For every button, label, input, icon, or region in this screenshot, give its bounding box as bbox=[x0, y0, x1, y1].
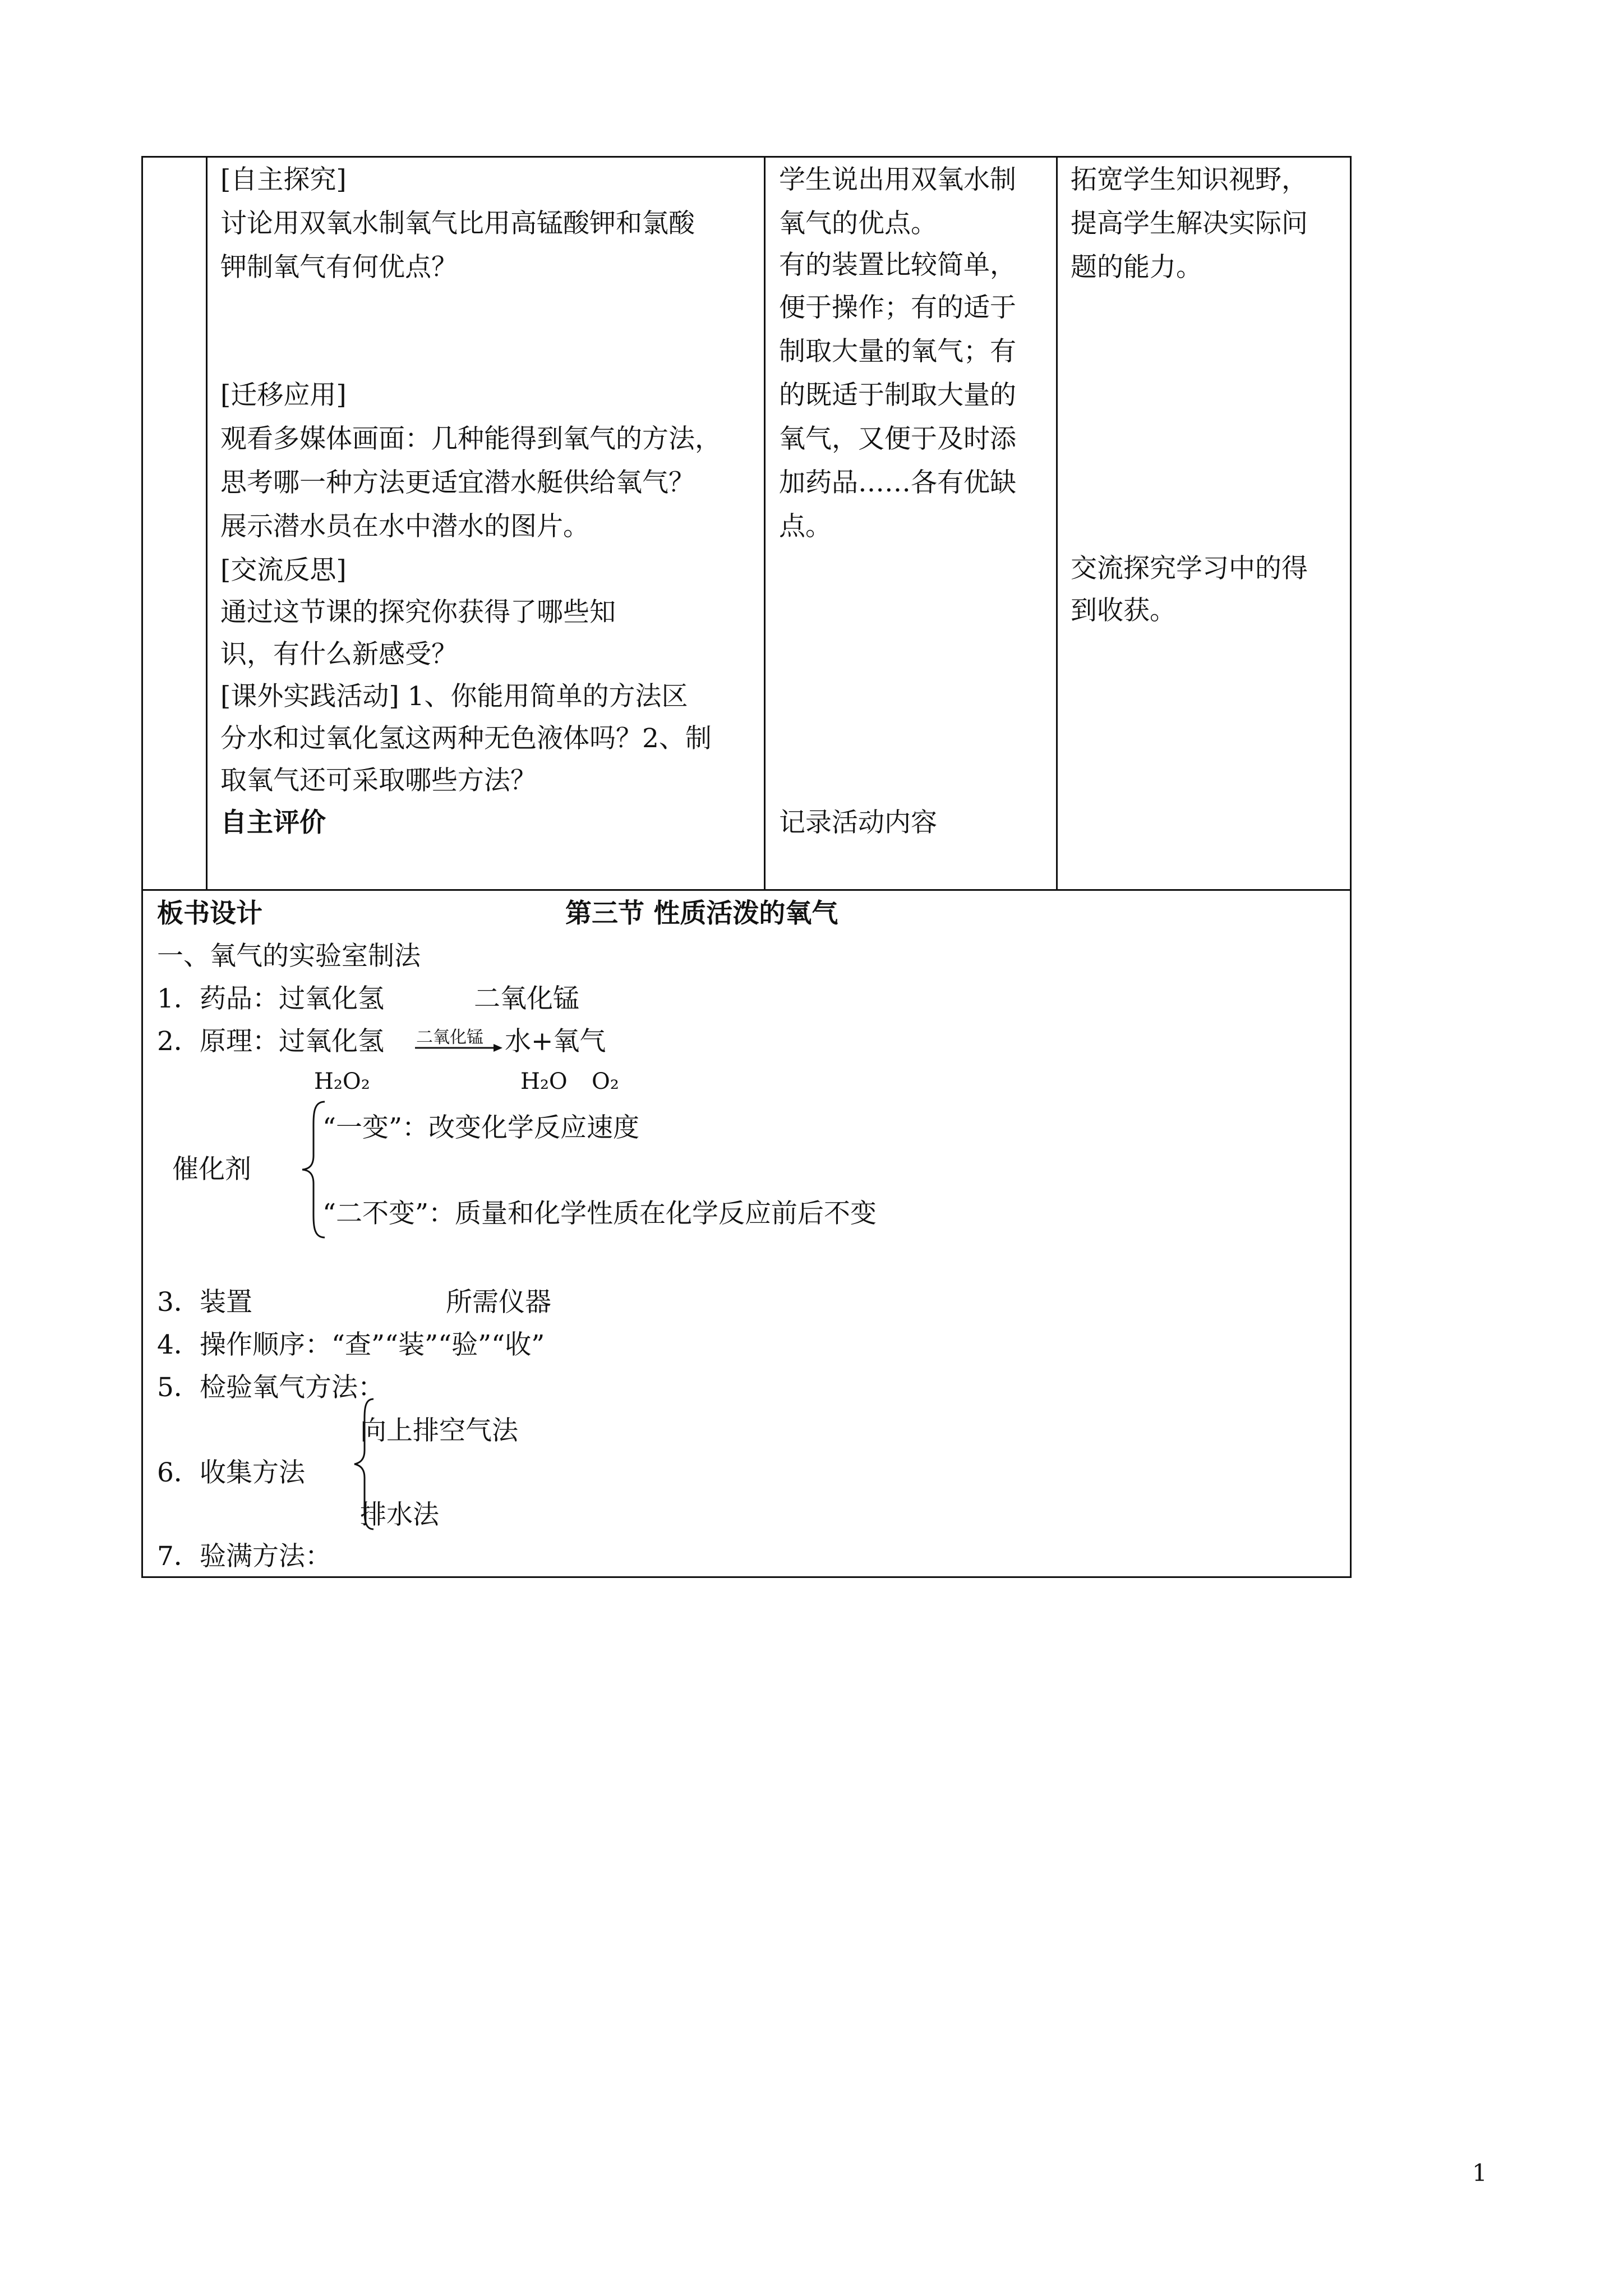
col4-line: 拓宽学生知识视野， bbox=[1071, 164, 1308, 195]
board-title: 第三节 性质活泼的氧气 bbox=[565, 898, 838, 929]
table-divider-col2 bbox=[764, 156, 766, 890]
col2-line: 通过这节课的探究你获得了哪些知 bbox=[220, 597, 616, 628]
item-number: 2． bbox=[157, 1026, 200, 1057]
col2-line: 思考哪一种方法更适宜潜水艇供给氧气？ bbox=[220, 467, 695, 498]
reaction-arrow-icon bbox=[414, 1041, 504, 1055]
item2-principle: 原理：过氧化氢 bbox=[200, 1026, 384, 1057]
col2-line: [自主探究] bbox=[220, 164, 347, 195]
col3-line: 学生说出用双氧水制 bbox=[779, 164, 1016, 195]
col3-line: 点。 bbox=[779, 511, 832, 542]
table-border-right bbox=[1350, 156, 1352, 1578]
table-border-left bbox=[141, 156, 143, 1578]
col3-line: 有的装置比较简单， bbox=[779, 250, 1016, 280]
item1-reagent: 药品：过氧化氢 bbox=[200, 983, 384, 1014]
col2-line: [课外实践活动] 1、你能用简单的方法区 bbox=[220, 681, 688, 712]
col2-line: 观看多媒体画面：几种能得到氧气的方法， bbox=[220, 424, 721, 454]
reaction-condition-label: 二氧化锰 bbox=[416, 1028, 483, 1047]
col2-line: 识，有什么新感受？ bbox=[220, 639, 458, 670]
col3-line: 制取大量的氧气；有 bbox=[779, 336, 1016, 367]
item4-procedure: 操作顺序：“查”“装”“验”“收” bbox=[200, 1329, 545, 1360]
col2-self-evaluation: 自主评价 bbox=[220, 807, 326, 838]
page-number: 1 bbox=[1472, 2159, 1487, 2187]
catalyst-two-unchanged: “二不变”：质量和化学性质在化学反应前后不变 bbox=[322, 1198, 877, 1229]
formula-h2o2: H₂O₂ bbox=[314, 1069, 370, 1094]
col3-record-activity: 记录活动内容 bbox=[779, 807, 937, 838]
board-heading: 一、氧气的实验室制法 bbox=[157, 941, 421, 972]
col2-line: [迁移应用] bbox=[220, 380, 347, 411]
catalyst-one-change: “一变”：改变化学反应速度 bbox=[322, 1112, 640, 1143]
table-border-top bbox=[141, 156, 1352, 158]
item-number: 4． bbox=[157, 1329, 200, 1360]
col2-line: [交流反思] bbox=[220, 555, 347, 586]
col2-line: 展示潜水员在水中潜水的图片。 bbox=[220, 511, 589, 542]
col2-line: 分水和过氧化氢这两种无色液体吗？2、制 bbox=[220, 723, 712, 754]
col2-line: 讨论用双氧水制氧气比用高锰酸钾和氯酸 bbox=[220, 208, 695, 239]
col3-line: 的既适于制取大量的 bbox=[779, 380, 1016, 411]
table-divider-row bbox=[141, 889, 1352, 891]
board-label: 板书设计 bbox=[157, 898, 262, 929]
item-number: 6． bbox=[157, 1457, 200, 1488]
formula-o2: O₂ bbox=[592, 1069, 619, 1094]
col4-line: 提高学生解决实际问 bbox=[1071, 208, 1308, 239]
item-number: 7． bbox=[157, 1541, 200, 1572]
table-divider-col3 bbox=[1056, 156, 1058, 890]
item2-products: 水+氧气 bbox=[505, 1026, 606, 1057]
col2-line: 取氧气还可采取哪些方法？ bbox=[220, 765, 537, 796]
col3-line: 加药品……各有优缺 bbox=[779, 467, 1016, 498]
item-number: 5． bbox=[157, 1372, 200, 1403]
catalyst-label: 催化剂 bbox=[172, 1154, 251, 1185]
item-number: 3． bbox=[157, 1287, 200, 1318]
table-divider-col1 bbox=[206, 156, 208, 890]
item5-test-method: 检验氧气方法： bbox=[200, 1372, 384, 1403]
item6-collection: 收集方法 bbox=[200, 1457, 305, 1488]
item7-full-test: 验满方法： bbox=[200, 1541, 331, 1572]
formula-h2o: H₂O bbox=[520, 1069, 568, 1094]
item3-apparatus: 装置 bbox=[200, 1287, 252, 1318]
col2-line: 钾制氧气有何优点？ bbox=[220, 252, 458, 283]
item1-catalyst: 二氧化锰 bbox=[474, 983, 579, 1014]
method-water-displacement: 排水法 bbox=[360, 1499, 439, 1530]
col4-line: 到收获。 bbox=[1071, 595, 1176, 626]
item3-instruments: 所需仪器 bbox=[446, 1287, 551, 1318]
col4-line: 题的能力。 bbox=[1071, 252, 1202, 283]
col4-line: 交流探究学习中的得 bbox=[1071, 553, 1308, 584]
col3-line: 氧气，又便于及时添 bbox=[779, 424, 1016, 454]
method-upward-air: 向上排空气法 bbox=[360, 1415, 518, 1446]
col3-line: 氧气的优点。 bbox=[779, 208, 937, 239]
item-number: 1． bbox=[157, 983, 200, 1014]
col3-line: 便于操作；有的适于 bbox=[779, 292, 1016, 323]
